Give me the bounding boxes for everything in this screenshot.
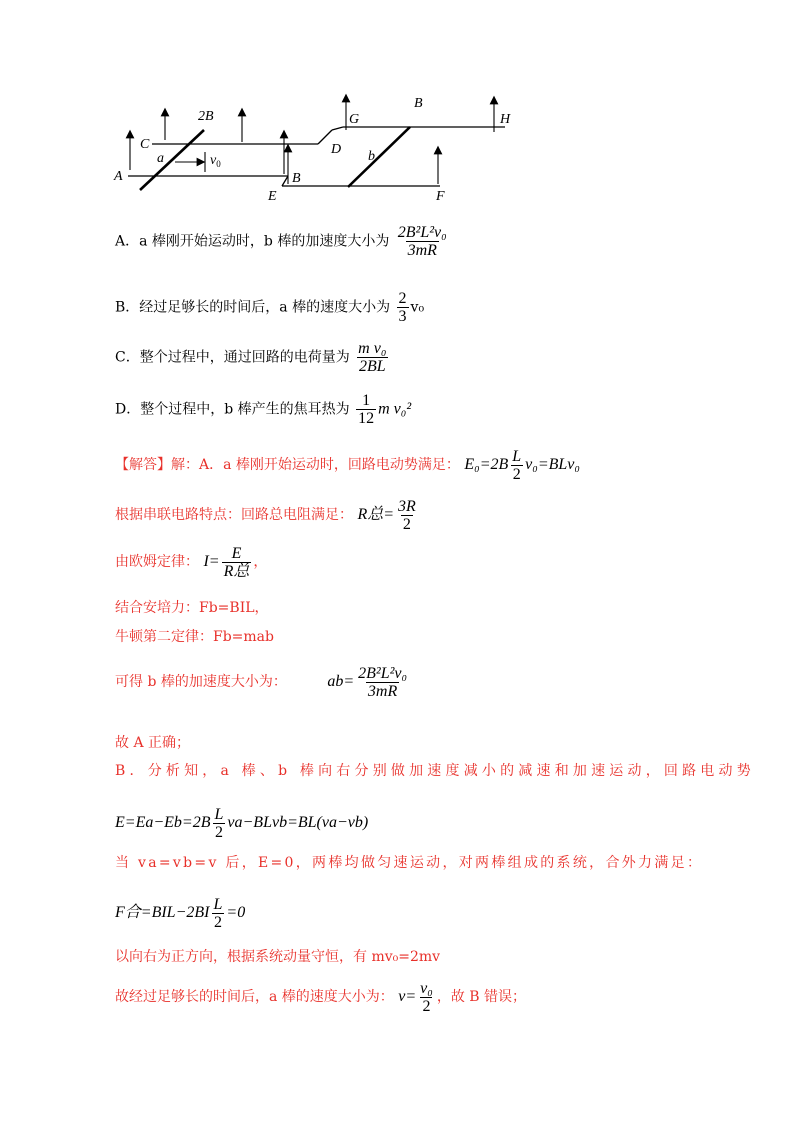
solution-equation-e: E=Ea−Eb=2B $\frac{L}{2}$ va−BLvb=BL(va−vb) bbox=[115, 806, 369, 841]
option-b: B．经过足够长的时间后，a 棒的速度大小为 $\frac{2}{3}$ v₀ bbox=[115, 290, 425, 325]
solution-line-2: 根据串联电路特点：回路总电阻满足： R总= $\frac{3R}{2}$ bbox=[115, 498, 416, 533]
rod-a bbox=[140, 130, 204, 190]
label-b-rail: B bbox=[292, 171, 301, 186]
label-b-top: B bbox=[414, 96, 423, 111]
rod-b bbox=[348, 127, 410, 187]
option-a: A．a 棒刚开始运动时，b 棒的加速度大小为 $\frac{\text{2B²L²v₀}}{3mR}$ bbox=[115, 224, 447, 259]
solution-line-13: 故经过足够长的时间后，a 棒的速度大小为： v= $\frac{\text{v₀}}{2}$ ，故 B 错误； bbox=[115, 980, 527, 1015]
solution-line-5: 牛顿第二定律：Fb=mab bbox=[115, 629, 274, 645]
connector-be bbox=[282, 176, 288, 186]
solution-line-6: 可得 b 棒的加速度大小为： ab= $\frac{\text{2B²L²v₀}}{3mR}$ bbox=[115, 665, 408, 700]
label-a: A bbox=[114, 169, 123, 184]
label-rod-a: a bbox=[157, 151, 164, 166]
option-d: D．整个过程中，b 棒产生的焦耳热为 $\frac{1}{12}$ m v₀² bbox=[115, 392, 412, 427]
solution-line-7: 故 A 正确； bbox=[115, 735, 191, 751]
label-v0: $v_0$ bbox=[210, 153, 221, 169]
option-c: C．整个过程中，通过回路的电荷量为 $\frac{\text{m v₀}}{2BL}$ bbox=[115, 340, 387, 375]
solution-line-10: 当 va=vb=v 后，E=0，两棒均做匀速运动，对两棒组成的系统，合外力满足： bbox=[115, 855, 704, 871]
label-g: G bbox=[349, 112, 360, 127]
label-h: H bbox=[500, 112, 511, 127]
connector-dg-2 bbox=[332, 127, 343, 130]
solution-line-12: 以向右为正方向，根据系统动量守恒，有 mv₀=2mv bbox=[115, 949, 441, 965]
solution-line-1: 【解答】解：A．a 棒刚开始运动时，回路电动势满足： E₀=2B $\frac{L}{2}$ v₀=BLv₀ bbox=[115, 448, 580, 483]
label-e: E bbox=[268, 189, 277, 204]
connector-dg bbox=[318, 130, 332, 144]
label-2b: 2B bbox=[198, 109, 214, 124]
circuit-figure bbox=[110, 90, 530, 210]
solution-equation-f: F合=BIL−2BI $\frac{L}{2}$ =0 bbox=[115, 896, 246, 931]
label-c: C bbox=[140, 137, 150, 152]
label-f: F bbox=[436, 189, 445, 204]
solution-line-3: 由欧姆定律： I= $\frac{E}{\text{R总}}$ ， bbox=[115, 545, 268, 580]
label-rod-b: b bbox=[368, 149, 375, 164]
label-d: D bbox=[331, 142, 342, 157]
solution-line-8: B．分析知，a 棒、b 棒向右分别做加速度减小的减速和加速运动，回路电动势 bbox=[115, 763, 755, 779]
answer-tag: 【解答】 bbox=[115, 457, 171, 474]
solution-line-4: 结合安培力：Fb=BIL， bbox=[115, 600, 269, 616]
